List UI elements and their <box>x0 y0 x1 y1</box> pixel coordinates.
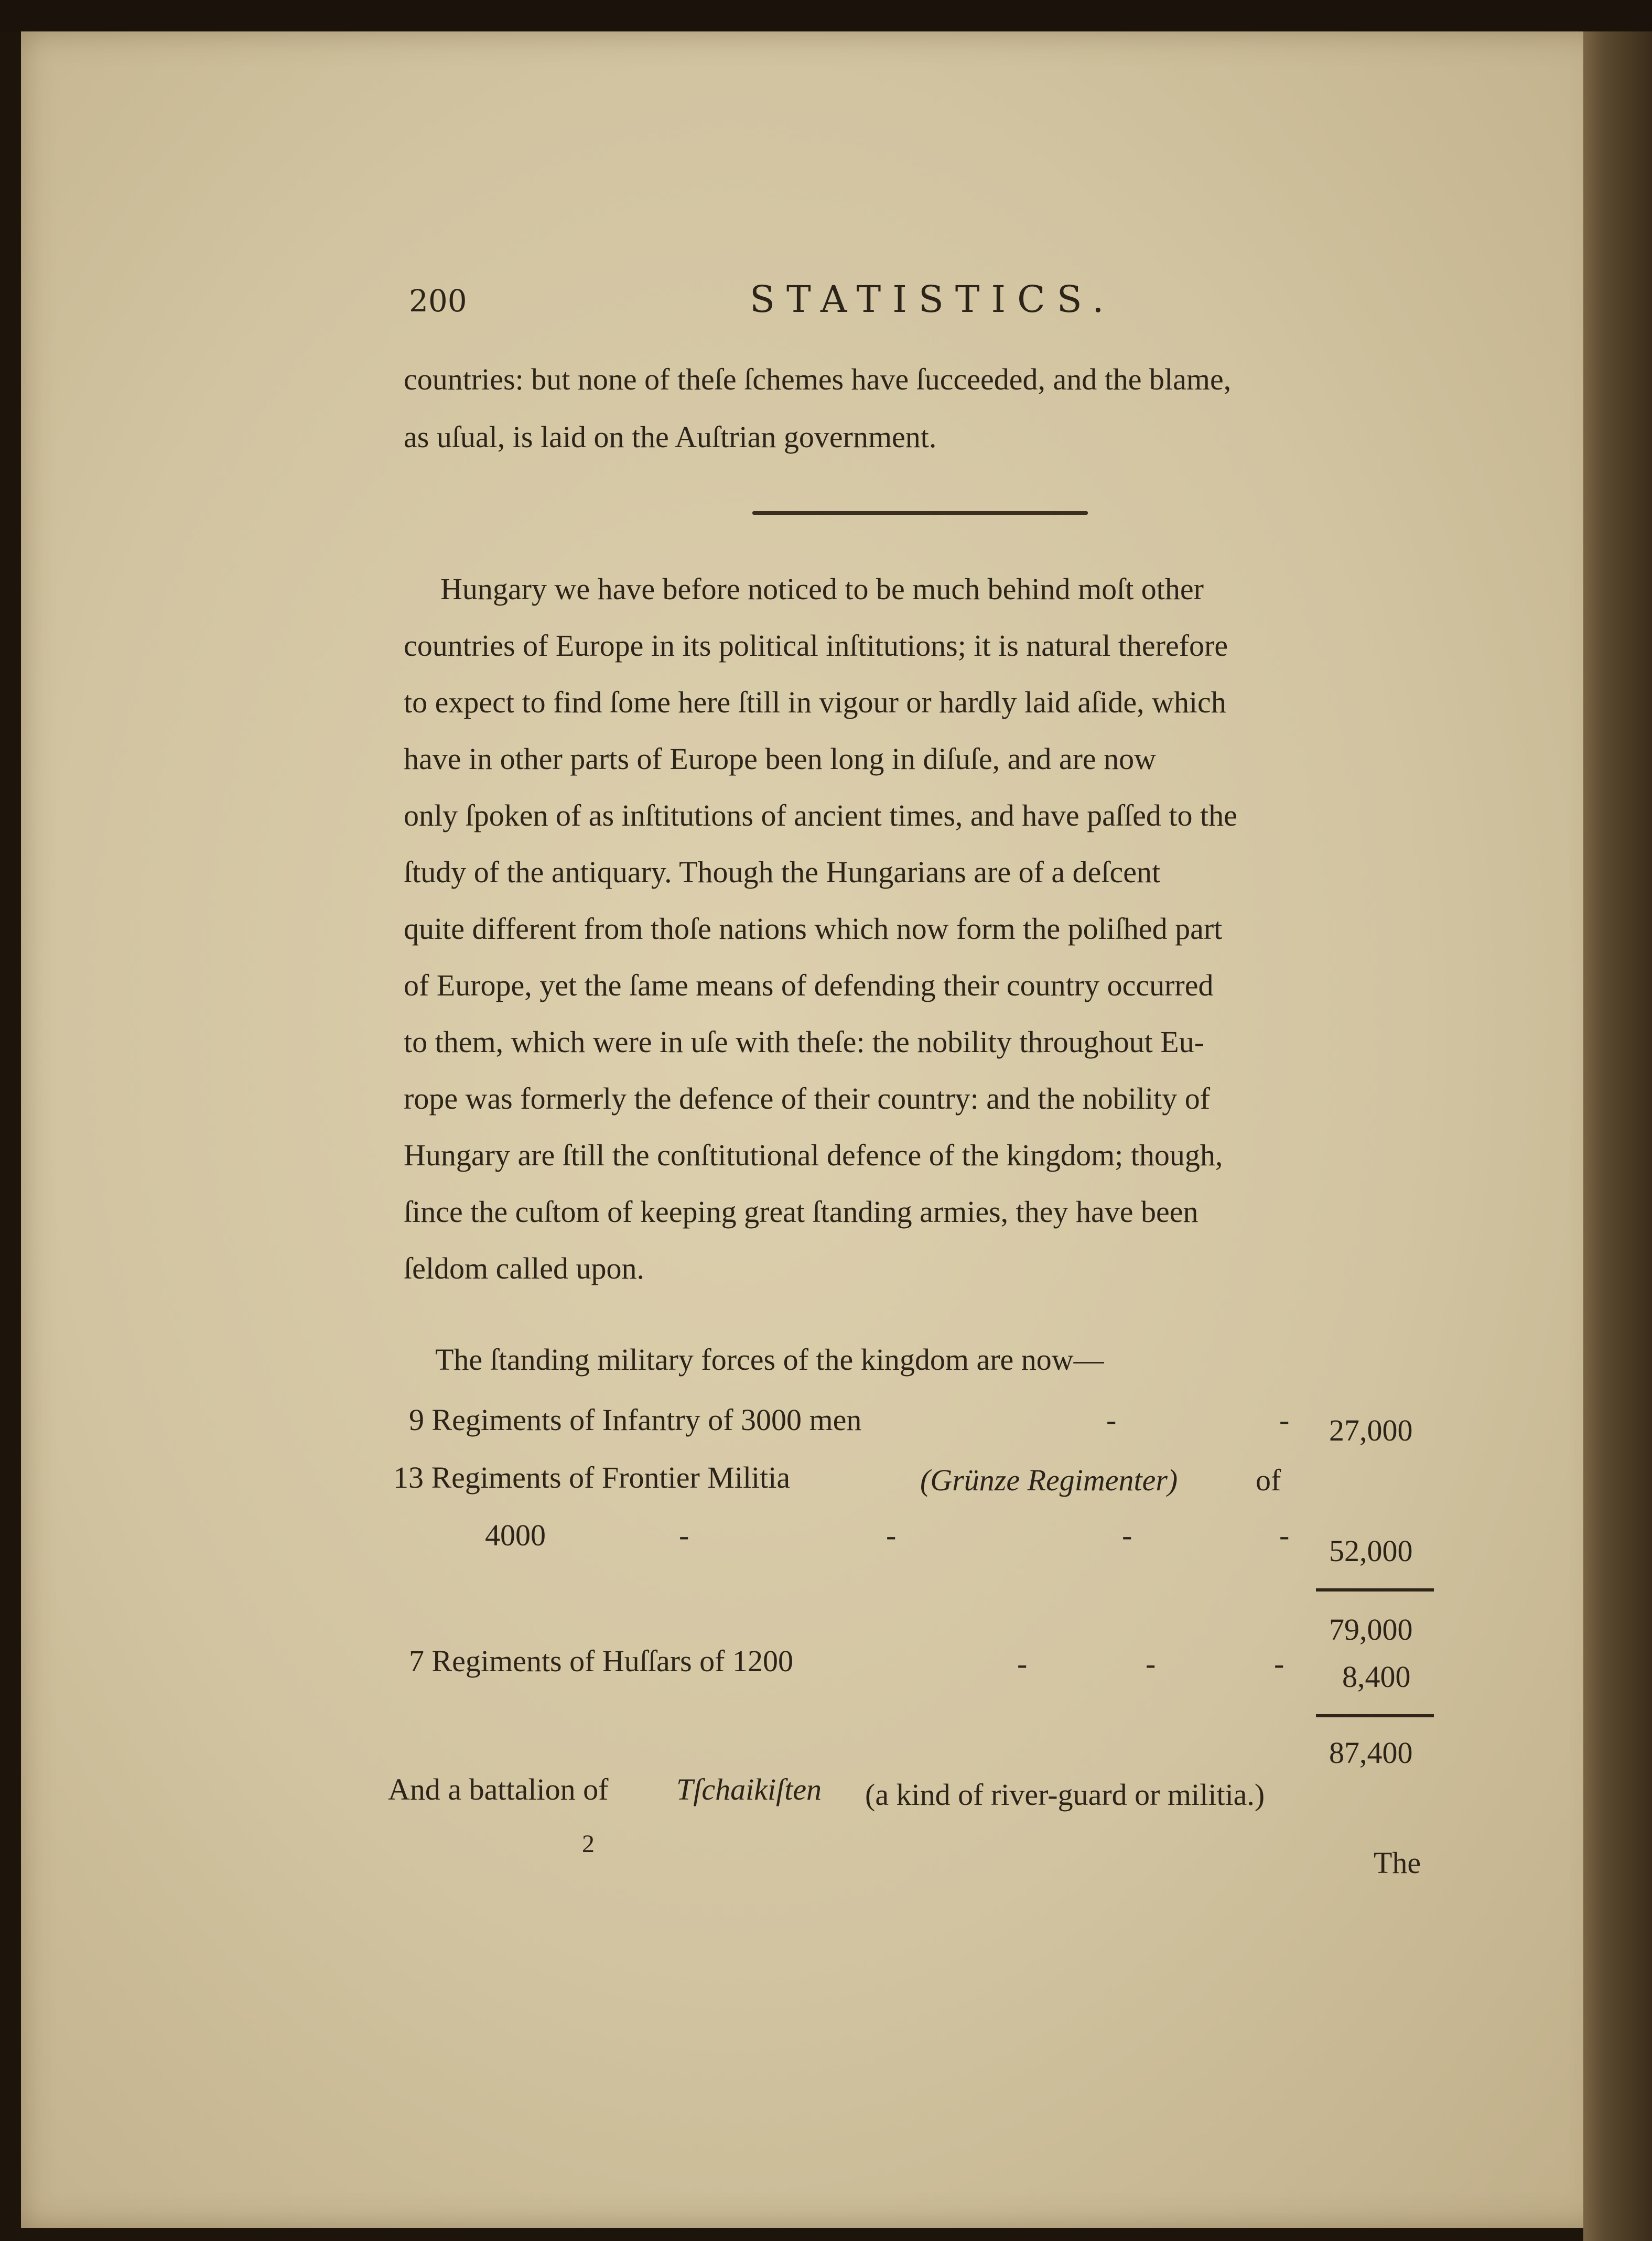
book-top-edge <box>0 0 1652 31</box>
paragraph-line: of Europe, yet the ſame means of defending their country occurred <box>404 968 1214 1002</box>
paragraph-line: countries of Europe in its political inſtitutions; it is natural therefore <box>404 629 1228 663</box>
forces-row-militia-value: 52,000 <box>1329 1534 1413 1568</box>
paragraph-line: have in other parts of Europe been long in diſuſe, and are now <box>404 742 1157 776</box>
forces-subtotal: 79,000 <box>1329 1612 1413 1647</box>
paragraph-line: Hungary we have before noticed to be much behind moſt other <box>440 572 1204 606</box>
paragraph-line: ſeldom called upon. <box>404 1251 645 1285</box>
forces-row-militia-size: 4000 <box>485 1518 546 1552</box>
forces-row-militia-label: 13 Regiments of Frontier Militia <box>393 1460 791 1495</box>
battalion-line-b: (a kind of river-guard or militia.) <box>865 1778 1265 1812</box>
intro-line: as uſual, is laid on the Auſtrian government. <box>404 420 937 454</box>
leader-dash: - <box>1017 1647 1028 1681</box>
leader-dash: - <box>1274 1647 1284 1681</box>
battalion-line-a: And a battalion of <box>388 1772 609 1806</box>
signature-mark: 2 <box>582 1830 595 1858</box>
leader-dash: - <box>1106 1403 1117 1437</box>
paragraph-line: to expect to find ſome here ſtill in vigour or hardly laid aſide, which <box>404 685 1226 719</box>
book-binding-edge <box>1583 31 1652 2241</box>
running-title: STATISTICS. <box>750 278 1116 321</box>
paragraph-line: ſtudy of the antiquary. Though the Hungarians are of a deſcent <box>404 855 1161 889</box>
sum-rule <box>1316 1588 1434 1592</box>
leader-dash: - <box>1146 1647 1156 1681</box>
leader-dash: - <box>679 1518 689 1552</box>
paragraph-line: ſince the cuſtom of keeping great ſtanding armies, they have been <box>404 1195 1198 1229</box>
book-page <box>21 31 1604 2228</box>
forces-total: 87,400 <box>1329 1736 1413 1770</box>
paragraph-line: rope was formerly the defence of their country: and the nobility of <box>404 1081 1211 1116</box>
forces-row-infantry-label: 9 Regiments of Infantry of 3000 men <box>409 1403 862 1437</box>
leader-dash: - <box>886 1518 897 1552</box>
page-number: 200 <box>409 283 467 319</box>
sum-rule <box>1316 1714 1434 1717</box>
forces-row-infantry-value: 27,000 <box>1329 1413 1413 1447</box>
forces-row-hussars-label: 7 Regiments of Huſſars of 1200 <box>409 1644 793 1678</box>
leader-dash: - <box>1122 1518 1132 1552</box>
leader-dash: - <box>1279 1403 1290 1437</box>
paragraph-line: to them, which were in uſe with theſe: the nobility throughout Eu- <box>404 1025 1205 1059</box>
paragraph-line: Hungary are ſtill the conſtitutional defence of the kingdom; though, <box>404 1138 1223 1172</box>
leader-dash: - <box>1279 1518 1290 1552</box>
forces-row-hussars-value: 8,400 <box>1342 1660 1411 1694</box>
paragraph-line: quite different from thoſe nations which now form the poliſhed part <box>404 912 1223 946</box>
intro-line: countries: but none of theſe ſchemes have ſucceeded, and the blame, <box>404 362 1232 396</box>
paragraph-line: only ſpoken of as inſtitutions of ancient times, and have paſſed to the <box>404 798 1237 832</box>
catchword: The <box>1374 1846 1421 1880</box>
forces-row-militia-german: (Grünze Regimenter) <box>920 1463 1178 1497</box>
battalion-name: Tſchaikiſten <box>676 1772 822 1806</box>
section-divider-rule <box>752 511 1088 515</box>
forces-intro: The ſtanding military forces of the kingdom are now— <box>435 1343 1104 1377</box>
forces-row-militia-of: of <box>1256 1463 1281 1497</box>
